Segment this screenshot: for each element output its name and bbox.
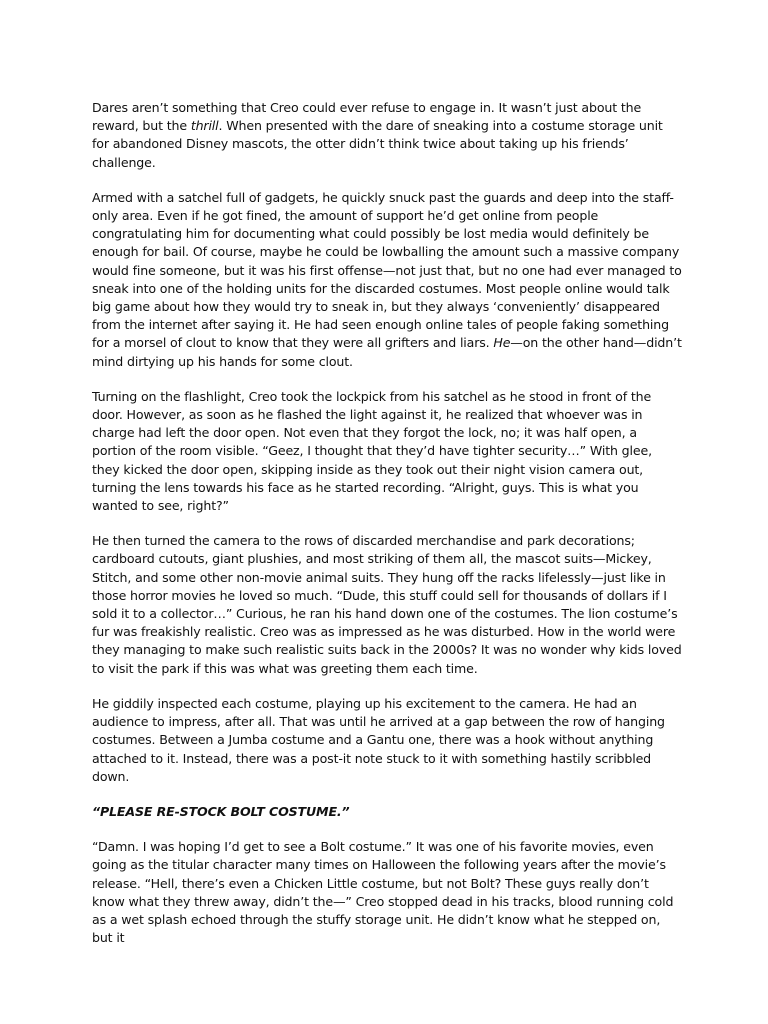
paragraph-text: “Damn. I was hoping I’d get to see a Bolt costume.” It was one of his favorite movies, even going as the titular character many times on Halloween the following years after the movie’s release. “Hell, there’s even a Chicken Little costume, but not Bolt? These guys really don’t know what they threw away, didn’t the—” Creo stopped dead in his tracks, blood running cold as a wet splash echoed through the stuffy storage unit. He didn’t know what he stepped on, but it (92, 839, 674, 946)
paragraph-7 (92, 838, 682, 947)
paragraph-text: Armed with a satchel full of gadgets, he quickly snuck past the guards and deep into the staff-only area. Even if he got fined, the amount of support he’d get online from people congratulating him for documenting what could possibly be lost media would definitely be enough for bail. Of course, maybe he could be lowballing the amount such a massive company would fine someone, but it was his first offense—not just that, but no one had ever managed to sneak into one of the holding units for the discarded costumes. Most people online would talk big game about how they would try to sneak in, but they always ‘conveniently’ disappeared from the internet after saying it. He had seen enough online tales of people faking something for a morsel of clout to know that they were all grifters and liars. (92, 189, 682, 351)
paragraph-text: —on the other hand—didn’t mind dirtying up his hands for some clout. (92, 335, 682, 369)
paragraph-1 (92, 99, 682, 172)
paragraph-5 (92, 695, 682, 786)
note-heading: “PLEASE RE-STOCK BOLT COSTUME.” (92, 803, 350, 819)
paragraph-text: Dares aren’t something that Creo could ever refuse to engage in. It wasn’t just about the reward, but the (92, 100, 642, 134)
paragraph-text: He then turned the camera to the rows of discarded merchandise and park decorations; cardboard cutouts, giant plushies, and most striking of them all, the mascot suits—Mickey, Stitch, and some other non-movie animal suits. They hung off the racks lifelessly—just like in those horror movies he loved so much. “Dude, this stuff could sell for thousands of dollars if I sold it to a collector…” Curious, he ran his hand down one of the costumes. The lion costume’s fur was freakishly realistic. Creo was as impressed as he was disturbed. How in the world were they managing to make such realistic suits back in the 2000s? It was no wonder why kids loved to visit the park if this was what was greeting them each time. (92, 533, 682, 676)
paragraph-text: Turning on the flashlight, Creo took the lockpick from his satchel as he stood in front of the door. However, as soon as he flashed the light against it, he realized that whoever was in charge had left the door open. Not even that they forgot the lock, no; it was half open, a portion of the room visible. “Geez, I thought that they’d have tighter security…” With glee, they kicked the door open, skipping inside as they took out their night vision camera out, turning the lens towards his face as he started recording. “Alright, guys. This is what you wanted to see, right?” (92, 388, 652, 514)
paragraph-4 (92, 532, 682, 678)
paragraph-3 (92, 388, 682, 515)
paragraph-text: He giddily inspected each costume, playing up his excitement to the camera. He had an audience to impress, after all. That was until he arrived at a gap between the row of hanging costumes. Between a Jumba costume and a Gantu one, there was a hook without anything attached to it. Instead, there was a post-it note stuck to it with something hastily scribbled down. (92, 695, 665, 784)
post-it-note-text (92, 803, 682, 821)
emphasis-text: thrill (190, 118, 219, 134)
story-text (92, 99, 682, 964)
paragraph-2 (92, 189, 682, 371)
paragraph-text: . When presented with the dare of sneaking into a costume storage unit for abandoned Disney mascots, the otter didn’t think twice about taking up his friends’ challenge. (92, 118, 663, 170)
emphasis-text: He (493, 335, 511, 351)
